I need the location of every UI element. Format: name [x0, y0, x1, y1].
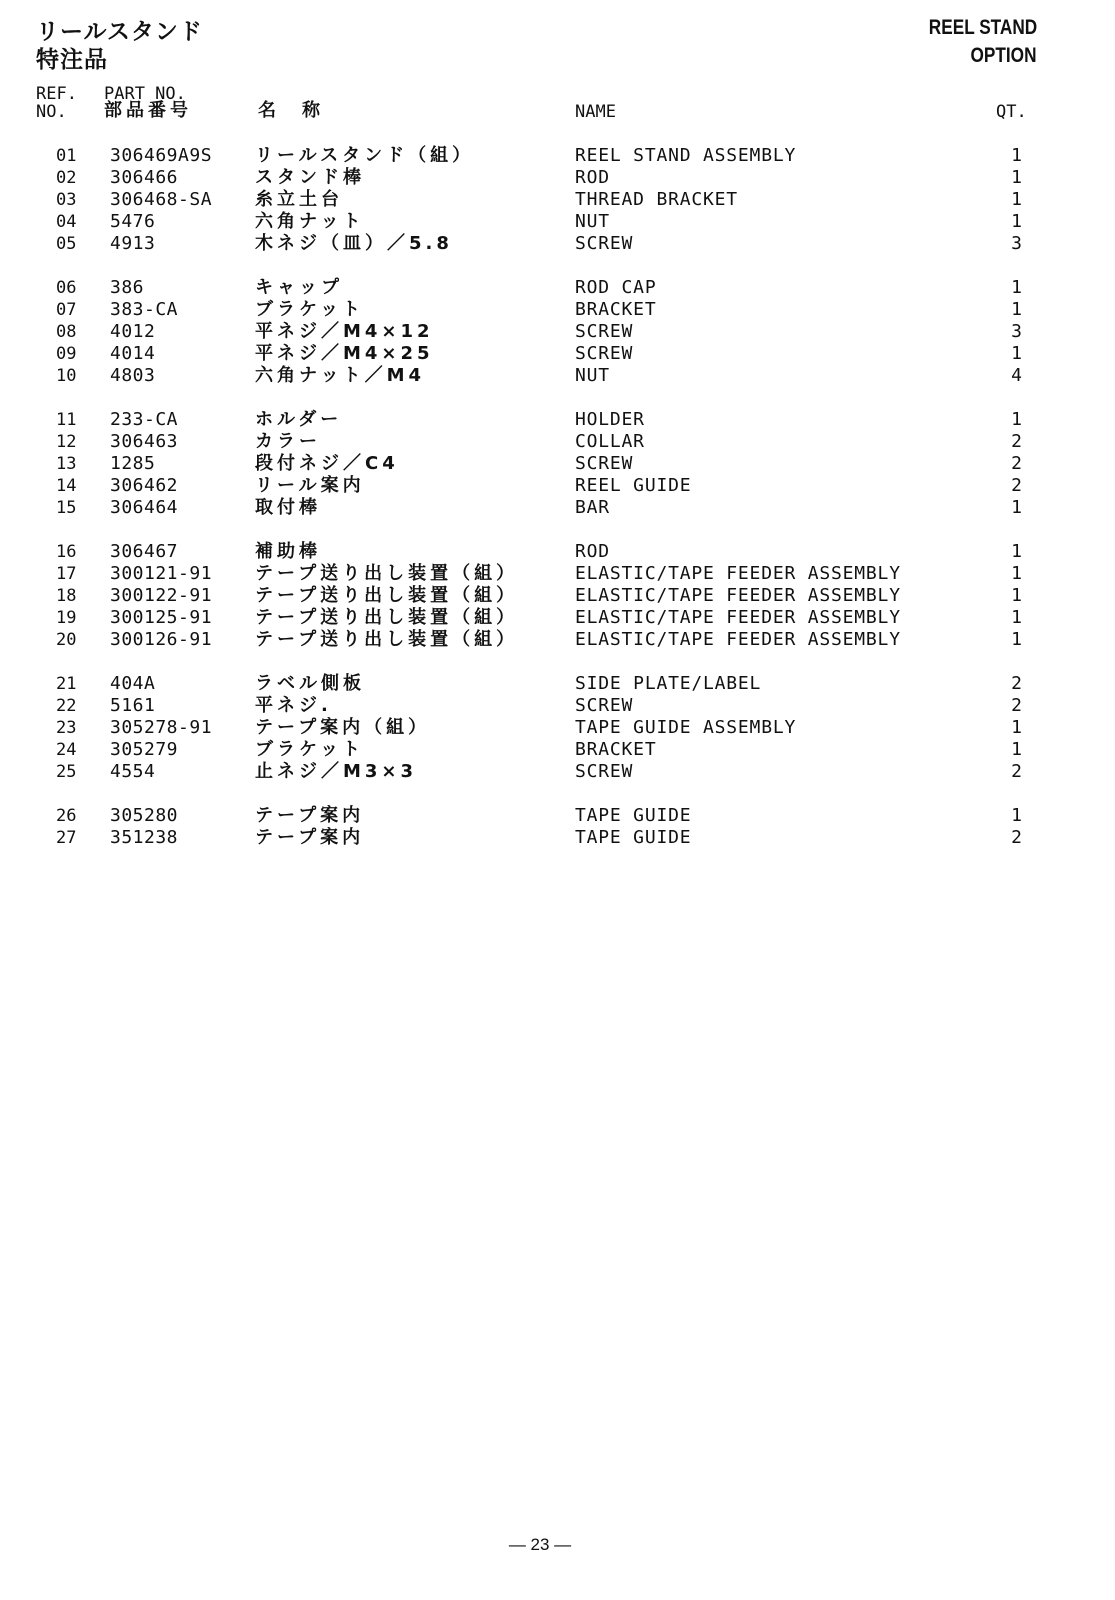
- quantity: 3: [1011, 233, 1022, 254]
- quantity: 1: [1011, 211, 1022, 232]
- table-row: [0, 629, 1115, 651]
- part-number: 305280: [110, 805, 179, 826]
- part-name-jp: ブラケット: [255, 739, 365, 760]
- part-number: 306464: [110, 497, 179, 518]
- quantity: 4: [1011, 365, 1022, 386]
- part-number: 306466: [110, 167, 179, 188]
- part-name-en: ROD: [575, 167, 610, 188]
- part-name-jp: スタンド棒: [255, 167, 365, 188]
- ref-number: 05: [56, 234, 77, 254]
- part-name-en: ELASTIC/TAPE FEEDER ASSEMBLY: [575, 629, 901, 650]
- part-number: 306468-SA: [110, 189, 213, 210]
- ref-number: 01: [56, 146, 77, 166]
- ref-number: 08: [56, 322, 77, 342]
- quantity: 2: [1011, 695, 1022, 716]
- quantity: 1: [1011, 541, 1022, 562]
- column-header-part-line2: 部品番号: [104, 100, 192, 121]
- table-row: [0, 299, 1115, 321]
- part-name-en: ELASTIC/TAPE FEEDER ASSEMBLY: [575, 607, 901, 628]
- part-name-en: THREAD BRACKET: [575, 189, 738, 210]
- table-row: [0, 211, 1115, 233]
- part-name-en: NUT: [575, 211, 610, 232]
- table-row: [0, 453, 1115, 475]
- ref-number: 19: [56, 608, 77, 628]
- part-name-en: SCREW: [575, 321, 634, 342]
- part-number: 4913: [110, 233, 156, 254]
- quantity: 1: [1011, 299, 1022, 320]
- part-number: 300121-91: [110, 563, 213, 584]
- part-name-jp: 補助棒: [255, 541, 321, 562]
- ref-number: 21: [56, 674, 77, 694]
- ref-number: 23: [56, 718, 77, 738]
- table-row: [0, 321, 1115, 343]
- table-row: [0, 167, 1115, 189]
- part-name-jp: テープ送り出し装置（組）: [255, 563, 519, 584]
- part-name-en: TAPE GUIDE: [575, 805, 692, 826]
- part-name-jp: リールスタンド（組）: [255, 145, 475, 166]
- table-row: [0, 431, 1115, 453]
- quantity: 2: [1011, 453, 1022, 474]
- part-number: 386: [110, 277, 145, 298]
- part-number: 305278-91: [110, 717, 213, 738]
- part-name-en: SIDE PLATE/LABEL: [575, 673, 762, 694]
- part-name-en: BAR: [575, 497, 610, 518]
- ref-number: 27: [56, 828, 77, 848]
- ref-number: 22: [56, 696, 77, 716]
- page-number: — 23 —: [508, 1535, 572, 1554]
- part-name-jp: ラベル側板: [255, 673, 365, 694]
- quantity: 2: [1011, 475, 1022, 496]
- table-row: [0, 145, 1115, 167]
- part-name-jp: テープ案内（組）: [255, 717, 431, 738]
- ref-number: 03: [56, 190, 77, 210]
- ref-number: 24: [56, 740, 77, 760]
- part-name-jp: 六角ナット: [255, 211, 365, 232]
- part-name-jp: テープ送り出し装置（組）: [255, 629, 519, 650]
- quantity: 1: [1011, 409, 1022, 430]
- part-name-jp: 六角ナット／M4: [255, 365, 426, 386]
- part-name-jp: ホルダー: [255, 409, 343, 430]
- ref-number: 06: [56, 278, 77, 298]
- table-row: [0, 695, 1115, 717]
- quantity: 1: [1011, 629, 1022, 650]
- quantity: 1: [1011, 563, 1022, 584]
- title-jp-line1: リールスタンド: [36, 19, 203, 45]
- table-row: [0, 607, 1115, 629]
- title-en-line1: REEL STAND: [928, 16, 1037, 39]
- part-number: 233-CA: [110, 409, 179, 430]
- table-row: [0, 277, 1115, 299]
- part-name-en: ROD CAP: [575, 277, 657, 298]
- part-number: 306469A9S: [110, 145, 213, 166]
- part-number: 351238: [110, 827, 179, 848]
- quantity: 1: [1011, 607, 1022, 628]
- part-number: 306467: [110, 541, 179, 562]
- title-jp-line2: 特注品: [36, 47, 108, 73]
- part-name-jp: 平ネジ／M4×12: [255, 321, 434, 342]
- column-header-name-en: NAME: [575, 102, 616, 122]
- column-header-name-jp: 名 称: [258, 100, 324, 121]
- quantity: 1: [1011, 805, 1022, 826]
- part-number: 383-CA: [110, 299, 179, 320]
- part-name-en: COLLAR: [575, 431, 645, 452]
- part-number: 300122-91: [110, 585, 213, 606]
- part-name-jp: テープ送り出し装置（組）: [255, 607, 519, 628]
- table-row: [0, 563, 1115, 585]
- quantity: 2: [1011, 761, 1022, 782]
- part-number: 5161: [110, 695, 156, 716]
- part-name-en: SCREW: [575, 233, 634, 254]
- table-row: [0, 541, 1115, 563]
- quantity: 1: [1011, 585, 1022, 606]
- ref-number: 13: [56, 454, 77, 474]
- part-name-jp: 止ネジ／M3×3: [255, 761, 418, 782]
- column-header-ref-line1: REF.: [36, 84, 77, 104]
- table-row: [0, 343, 1115, 365]
- part-name-jp: テープ案内: [255, 827, 365, 848]
- part-name-jp: 取付棒: [255, 497, 321, 518]
- table-row: [0, 233, 1115, 255]
- column-header-part-line1: PART NO.: [104, 84, 186, 104]
- part-name-jp: カラー: [255, 431, 321, 452]
- part-number: 5476: [110, 211, 156, 232]
- part-name-en: SCREW: [575, 761, 634, 782]
- part-name-en: ROD: [575, 541, 610, 562]
- ref-number: 16: [56, 542, 77, 562]
- ref-number: 18: [56, 586, 77, 606]
- quantity: 1: [1011, 189, 1022, 210]
- ref-number: 10: [56, 366, 77, 386]
- ref-number: 26: [56, 806, 77, 826]
- quantity: 3: [1011, 321, 1022, 342]
- table-row: [0, 739, 1115, 761]
- quantity: 1: [1011, 343, 1022, 364]
- part-name-jp: テープ送り出し装置（組）: [255, 585, 519, 606]
- part-number: 306463: [110, 431, 179, 452]
- table-row: [0, 673, 1115, 695]
- title-en-line2: OPTION: [970, 44, 1037, 67]
- part-name-en: BRACKET: [575, 299, 657, 320]
- part-name-jp: 平ネジ.: [255, 695, 332, 716]
- part-number: 4554: [110, 761, 156, 782]
- ref-number: 07: [56, 300, 77, 320]
- part-name-jp: 木ネジ（皿）／5.8: [255, 233, 453, 254]
- part-name-en: SCREW: [575, 453, 634, 474]
- part-number: 4012: [110, 321, 156, 342]
- part-name-en: TAPE GUIDE ASSEMBLY: [575, 717, 797, 738]
- quantity: 2: [1011, 431, 1022, 452]
- ref-number: 25: [56, 762, 77, 782]
- quantity: 1: [1011, 497, 1022, 518]
- ref-number: 20: [56, 630, 77, 650]
- part-number: 4803: [110, 365, 156, 386]
- part-number: 300125-91: [110, 607, 213, 628]
- table-row: [0, 761, 1115, 783]
- table-row: [0, 805, 1115, 827]
- part-name-jp: ブラケット: [255, 299, 365, 320]
- ref-number: 02: [56, 168, 77, 188]
- quantity: 2: [1011, 827, 1022, 848]
- part-name-jp: 糸立土台: [255, 189, 343, 210]
- table-row: [0, 585, 1115, 607]
- part-name-en: SCREW: [575, 343, 634, 364]
- part-name-jp: 平ネジ／M4×25: [255, 343, 434, 364]
- table-row: [0, 827, 1115, 849]
- ref-number: 14: [56, 476, 77, 496]
- part-name-jp: キャップ: [255, 277, 343, 298]
- part-name-en: NUT: [575, 365, 610, 386]
- table-row: [0, 365, 1115, 387]
- table-row: [0, 475, 1115, 497]
- part-name-en: ELASTIC/TAPE FEEDER ASSEMBLY: [575, 585, 901, 606]
- ref-number: 09: [56, 344, 77, 364]
- part-name-en: HOLDER: [575, 409, 645, 430]
- part-name-jp: 段付ネジ／C4: [255, 453, 399, 474]
- quantity: 1: [1011, 277, 1022, 298]
- quantity: 1: [1011, 739, 1022, 760]
- part-name-jp: テープ案内: [255, 805, 365, 826]
- part-number: 305279: [110, 739, 179, 760]
- column-header-ref-line2: NO.: [36, 102, 67, 122]
- ref-number: 11: [56, 410, 77, 430]
- quantity: 1: [1011, 167, 1022, 188]
- part-number: 1285: [110, 453, 156, 474]
- table-row: [0, 409, 1115, 431]
- quantity: 1: [1011, 145, 1022, 166]
- ref-number: 12: [56, 432, 77, 452]
- part-number: 300126-91: [110, 629, 213, 650]
- part-name-en: BRACKET: [575, 739, 657, 760]
- part-number: 4014: [110, 343, 156, 364]
- quantity: 1: [1011, 717, 1022, 738]
- part-name-en: TAPE GUIDE: [575, 827, 692, 848]
- column-header-qty: QT.: [996, 102, 1027, 122]
- part-name-en: REEL STAND ASSEMBLY: [575, 145, 797, 166]
- part-name-en: ELASTIC/TAPE FEEDER ASSEMBLY: [575, 563, 901, 584]
- ref-number: 15: [56, 498, 77, 518]
- part-name-en: SCREW: [575, 695, 634, 716]
- table-row: [0, 497, 1115, 519]
- table-row: [0, 189, 1115, 211]
- part-number: 404A: [110, 673, 156, 694]
- ref-number: 17: [56, 564, 77, 584]
- part-number: 306462: [110, 475, 179, 496]
- part-name-en: REEL GUIDE: [575, 475, 692, 496]
- part-name-jp: リール案内: [255, 475, 365, 496]
- quantity: 2: [1011, 673, 1022, 694]
- ref-number: 04: [56, 212, 77, 232]
- table-row: [0, 717, 1115, 739]
